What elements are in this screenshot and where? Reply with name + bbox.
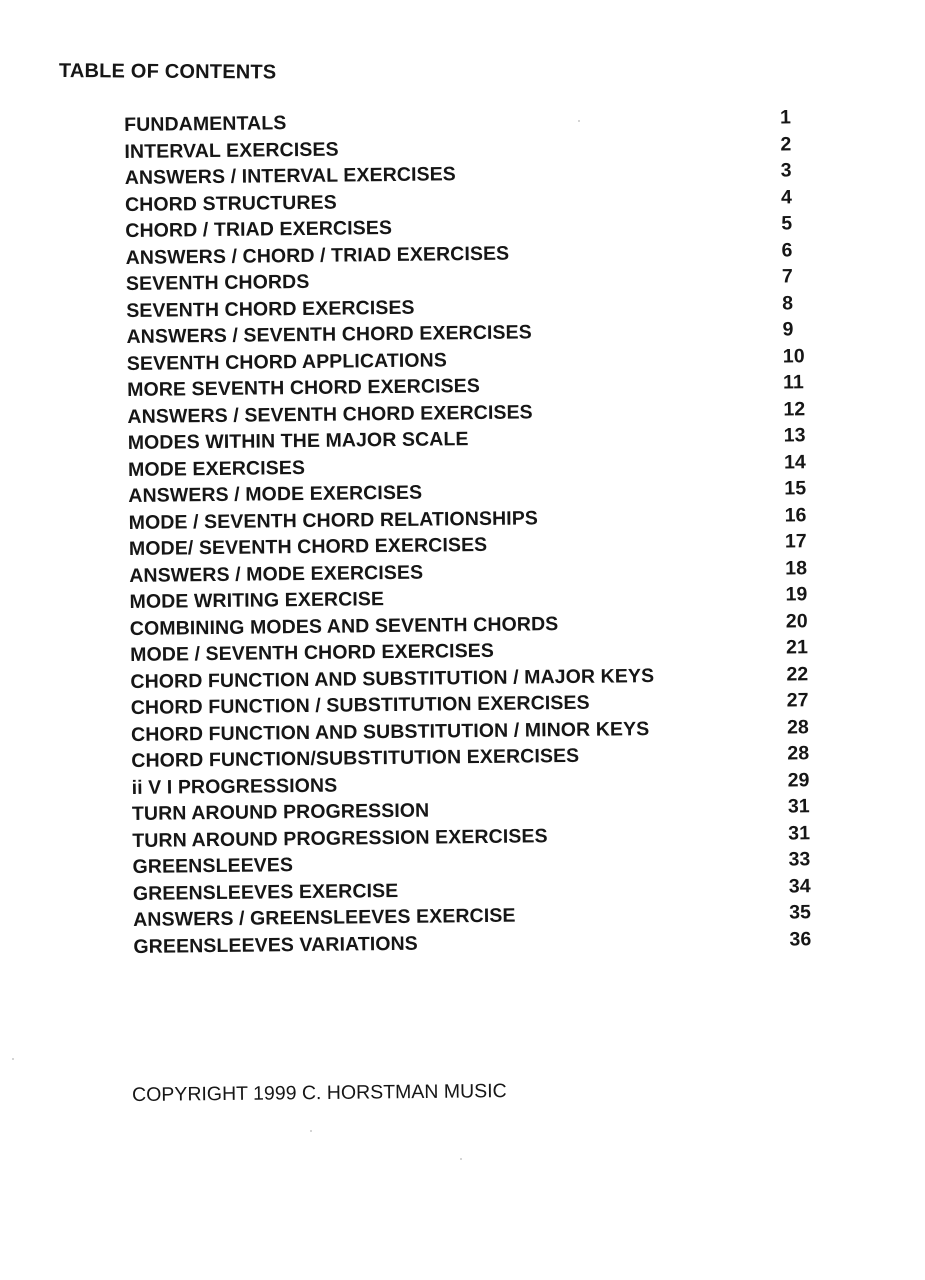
toc-entry-title: COMBINING MODES AND SEVENTH CHORDS	[129, 612, 559, 640]
toc-entry-page-number: 28	[787, 742, 810, 765]
toc-entry-title: SEVENTH CHORD APPLICATIONS	[126, 348, 448, 375]
toc-entry-page-number: 2	[780, 132, 792, 156]
toc-entry-page-number: 14	[783, 450, 807, 474]
toc-entry-title: MORE SEVENTH CHORD EXERCISES	[127, 374, 481, 401]
toc-entry-title: ANSWERS / CHORD / TRIAD EXERCISES	[125, 242, 510, 269]
toc-entry-page-number: 18	[785, 556, 808, 580]
toc-entry-title: GREENSLEEVES	[132, 854, 294, 878]
toc-entry-title: CHORD FUNCTION AND SUBSTITUTION / MAJOR KEYS	[130, 664, 655, 693]
toc-entry-title: CHORD STRUCTURES	[124, 191, 337, 216]
toc-entry-page-number: 10	[782, 344, 805, 368]
toc-entry-title: ANSWERS / MODE EXERCISES	[128, 481, 423, 507]
toc-entry-title: CHORD FUNCTION/SUBSTITUTION EXERCISES	[131, 744, 580, 772]
toc-entry-title: ANSWERS / GREENSLEEVES EXERCISE	[133, 904, 516, 931]
toc-entry-page-number: 5	[781, 212, 793, 235]
toc-entry-page-number: 29	[787, 768, 810, 792]
toc-entry-title: ANSWERS / MODE EXERCISES	[129, 561, 424, 587]
toc-entry-title: MODE/ SEVENTH CHORD EXERCISES	[128, 533, 488, 560]
scan-speck	[12, 1058, 14, 1060]
toc-list	[124, 104, 834, 960]
toc-entry-page-number: 17	[784, 530, 807, 553]
toc-entry-title: TURN AROUND PROGRESSION	[131, 799, 430, 825]
toc-entry-title: CHORD FUNCTION AND SUBSTITUTION / MINOR KEYS	[130, 717, 650, 746]
toc-entry-page-number: 12	[783, 397, 806, 421]
scan-speck	[578, 120, 580, 122]
copyright-notice: COPYRIGHT 1999 C. HORSTMAN MUSIC	[132, 1080, 507, 1106]
toc-entry-title: GREENSLEEVES EXERCISE	[132, 879, 399, 905]
toc-entry-page-number: 1	[779, 106, 792, 129]
toc-entry-page-number: 6	[781, 238, 793, 262]
toc-entry-page-number: 7	[781, 265, 793, 288]
toc-entry-title: GREENSLEEVES VARIATIONS	[133, 932, 418, 958]
toc-entry-title: MODE EXERCISES	[127, 456, 306, 481]
toc-entry-page-number: 20	[785, 609, 808, 633]
toc-entry-page-number: 4	[780, 185, 793, 209]
toc-entry-page-number: 33	[788, 848, 811, 871]
toc-entry-title: CHORD / TRIAD EXERCISES	[125, 216, 393, 242]
page-title: TABLE OF CONTENTS	[58, 60, 277, 84]
toc-entry-page-number: 21	[785, 636, 809, 659]
toc-entry-title: FUNDAMENTALS	[124, 112, 287, 136]
toc-entry-title: CHORD FUNCTION / SUBSTITUTION EXERCISES	[130, 691, 590, 719]
toc-entry-title: SEVENTH CHORD EXERCISES	[126, 296, 415, 322]
toc-entry-title: SEVENTH CHORDS	[125, 270, 310, 295]
toc-entry-page-number: 16	[784, 503, 807, 527]
toc-entry-title: MODE / SEVENTH CHORD EXERCISES	[130, 639, 495, 666]
toc-entry-page-number: 27	[786, 689, 809, 712]
toc-entry-page-number: 19	[785, 583, 808, 606]
toc-entry-title: TURN AROUND PROGRESSION EXERCISES	[132, 824, 548, 852]
scan-speck	[460, 1158, 462, 1160]
toc-entry-page-number: 31	[788, 821, 811, 845]
toc-entry-title: ANSWERS / SEVENTH CHORD EXERCISES	[126, 321, 532, 348]
toc-entry-page-number: 8	[782, 291, 794, 315]
toc-entry-page-number: 15	[784, 477, 807, 500]
toc-entry-page-number: 28	[786, 715, 810, 739]
toc-entry-title: ANSWERS / INTERVAL EXERCISES	[124, 163, 456, 189]
toc-entry-title: ANSWERS / SEVENTH CHORD EXERCISES	[127, 400, 533, 428]
toc-entry-page-number: 31	[787, 795, 810, 818]
toc-entry-title: MODE WRITING EXERCISE	[129, 588, 385, 613]
toc-entry-page-number: 22	[786, 662, 809, 686]
toc-entry-page-number: 35	[788, 901, 812, 924]
toc-entry-page-number: 3	[780, 159, 792, 182]
toc-entry-title: MODE / SEVENTH CHORD RELATIONSHIPS	[128, 506, 539, 534]
scan-speck	[310, 1130, 312, 1132]
toc-entry-page-number: 9	[782, 318, 794, 341]
toc-entry-page-number: 36	[789, 927, 812, 951]
toc-entry-page-number: 13	[783, 424, 806, 447]
toc-entry-page-number: 11	[782, 371, 805, 394]
toc-entry-title: INTERVAL EXERCISES	[124, 138, 339, 163]
toc-entry-title: ii V I PROGRESSIONS	[131, 774, 338, 799]
toc-entry-page-number: 34	[788, 874, 811, 898]
toc-entry-title: MODES WITHIN THE MAJOR SCALE	[127, 428, 469, 454]
